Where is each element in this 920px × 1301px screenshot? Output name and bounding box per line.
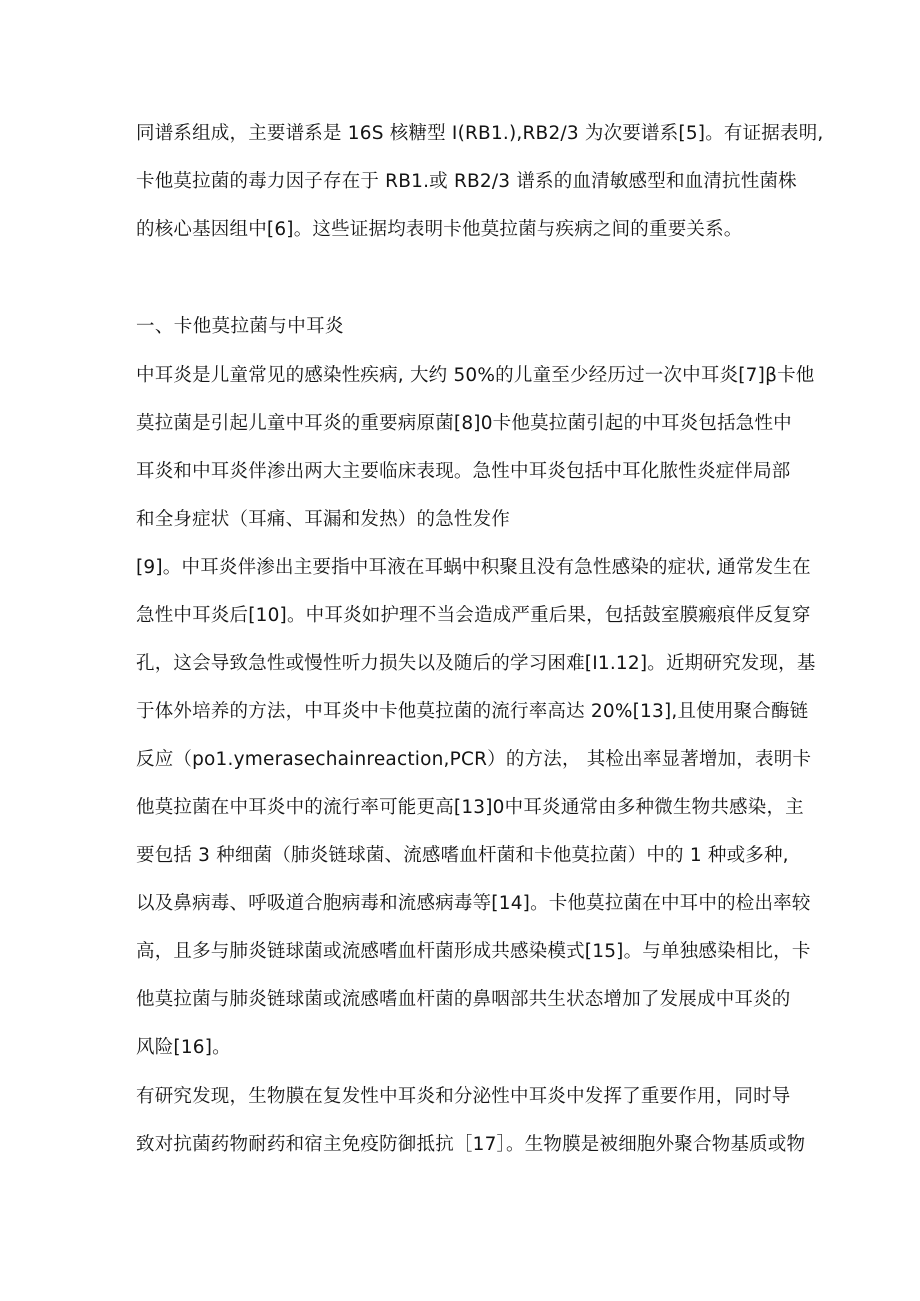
paragraph-line: 他莫拉菌与肺炎链球菌或流感嗜血杆菌的鼻咽部共生状态增加了发展成中耳炎的 bbox=[136, 989, 791, 1010]
paragraph-line: 他莫拉菌在中耳炎中的流行率可能更高[13]0中耳炎通常由多种微生物共感染，主 bbox=[136, 797, 804, 818]
paragraph-line: 致对抗菌药物耐药和宿主免疫防御抵抗［17］。生物膜是被细胞外聚合物基质或物 bbox=[136, 1134, 806, 1155]
paragraph-line: [9]。中耳炎伴渗出主要指中耳液在耳蜗中积聚且没有急性感染的症状, 通常发生在 bbox=[136, 557, 811, 578]
paragraph-line: 急性中耳炎后[10]。中耳炎如护理不当会造成严重后果，包括鼓室膜瘢痕伴反复穿 bbox=[136, 605, 811, 626]
paragraph-line: 反应（po1.ymerasechainreaction,PCR）的方法， 其检出率显著增加，表明卡 bbox=[136, 749, 812, 770]
paragraph-line: 有研究发现，生物膜在复发性中耳炎和分泌性中耳炎中发挥了重要作用，同时导 bbox=[136, 1086, 791, 1107]
paragraph-line: 耳炎和中耳炎伴渗出两大主要临床表现。急性中耳炎包括中耳化脓性炎症伴局部 bbox=[136, 461, 791, 482]
paragraph-line: 于体外培养的方法，中耳炎中卡他莫拉菌的流行率高达 20%[13],且使用聚合酶链 bbox=[136, 701, 809, 722]
paragraph-line: 高，且多与肺炎链球菌或流感嗜血杆菌形成共感染模式[15]。与单独感染相比，卡 bbox=[136, 941, 811, 962]
intro-line: 的核心基因组中[6]。这些证据均表明卡他莫拉菌与疾病之间的重要关系。 bbox=[136, 219, 743, 240]
paragraph-line: 莫拉菌是引起儿童中耳炎的重要病原菌[8]0卡他莫拉菌引起的中耳炎包括急性中 bbox=[136, 413, 792, 434]
intro-line: 同谱系组成，主要谱系是 16S 核糖型 I(RB1.),RB2/3 为次要谱系[5]。有证据表明, bbox=[136, 123, 824, 144]
section-heading: 一、卡他莫拉菌与中耳炎 bbox=[136, 316, 344, 337]
paragraph-line: 孔，这会导致急性或慢性听力损失以及随后的学习困难[I1.12]。近期研究发现，基 bbox=[136, 653, 816, 674]
paragraph-line: 要包括 3 种细菌（肺炎链球菌、流感嗜血杆菌和卡他莫拉菌）中的 1 种或多种, bbox=[136, 845, 789, 866]
paragraph-line: 以及鼻病毒、呼吸道合胞病毒和流感病毒等[14]。卡他莫拉菌在中耳中的检出率较 bbox=[136, 893, 811, 914]
intro-line: 卡他莫拉菌的毒力因子存在于 RB1.或 RB2/3 谱系的血清敏感型和血清抗性菌株 bbox=[136, 171, 797, 192]
paragraph-line: 和全身症状（耳痛、耳漏和发热）的急性发作 bbox=[136, 509, 511, 530]
paragraph-line: 风险[16]。 bbox=[136, 1037, 231, 1058]
paragraph-line: 中耳炎是儿童常见的感染性疾病, 大约 50%的儿童至少经历过一次中耳炎[7]β卡他 bbox=[136, 365, 815, 386]
